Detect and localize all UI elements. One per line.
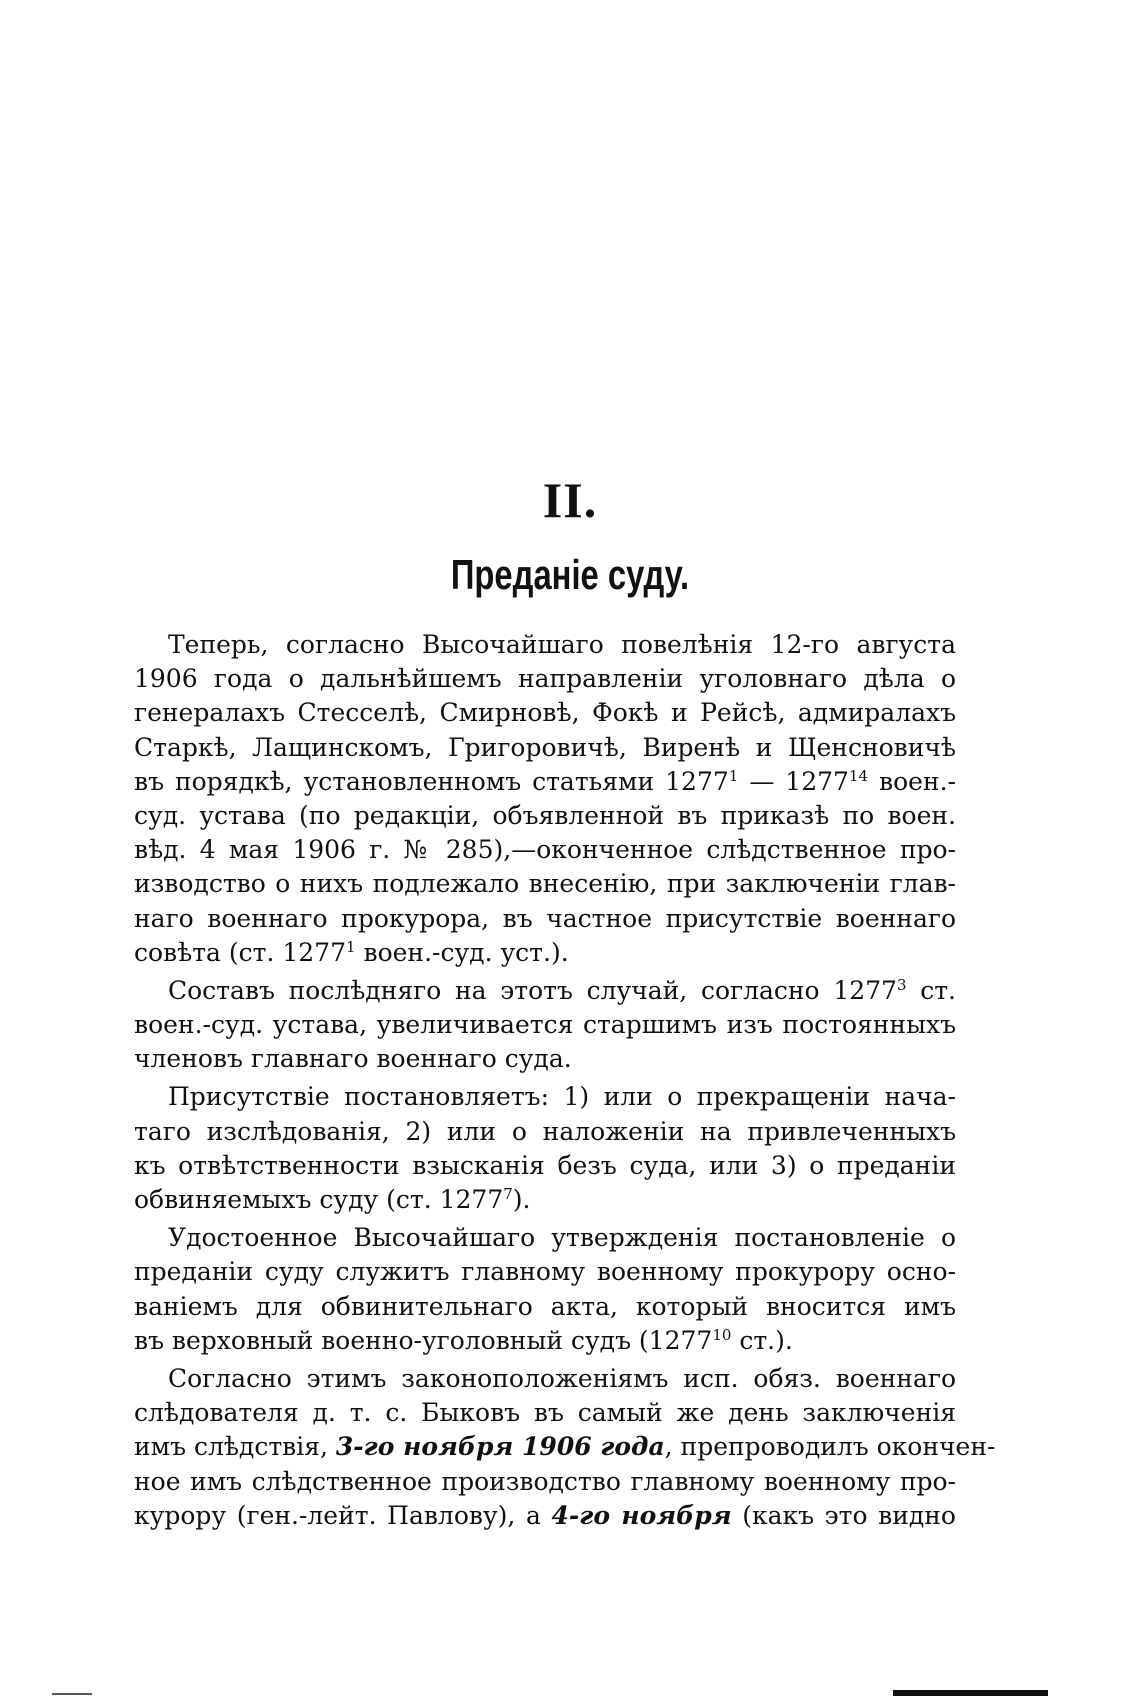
text-line: Теперь, согласно Высочайшаго повелѣнія 12-го августа (168, 630, 956, 659)
text-line: воен.-суд. устава, увеличивается старшимъ изъ постоянныхъ (134, 1010, 956, 1040)
text-line: вѣд. 4 мая 1906 г. № 285),—оконченное слѣдственное про- (134, 835, 956, 865)
text-line: къ отвѣтственности взысканія безъ суда, или 3) о преданіи (134, 1150, 956, 1180)
text-line: изводство о нихъ подлежало внесенію, при заключеніи глав- (134, 869, 956, 899)
text-line: 1906 года о дальнѣйшемъ направленіи уголовнаго дѣла о (134, 664, 956, 694)
scan-mark-right (893, 1690, 1048, 1696)
text-line: слѣдователя д. т. с. Быковъ въ самый же день заключенія (134, 1398, 956, 1428)
text-line: Присутствіе постановляетъ: 1) или о прекращеніи нача- (168, 1082, 956, 1112)
text-line: Составъ послѣдняго на этотъ случай, согласно 1277$^3$ ст. (168, 975, 956, 1005)
text-line: таго изслѣдованія, 2) или о наложеніи на привлеченныхъ (134, 1116, 956, 1146)
text-line: членовъ главнаго военнаго суда. (134, 1044, 572, 1074)
chapter-number: II. (542, 472, 598, 528)
scan-mark-left (52, 1693, 92, 1695)
chapter-title: Преданіе суду. (450, 551, 690, 598)
text-line: Старкѣ, Лащинскомъ, Григоровичѣ, Виренѣ и Щенсновичѣ (134, 732, 956, 762)
text-line: имъ слѣдствія, 3-го ноября 1906 года, препроводилъ окончен- (134, 1432, 996, 1462)
body-text (134, 628, 996, 1533)
text-line: курору (ген.-лейт. Павлову), а 4-го ноября (какъ это видно (134, 1500, 956, 1530)
text-line: Удостоенное Высочайшаго утвержденія постановленіе о (168, 1223, 956, 1253)
text-line: въ верховный военно-уголовный судъ (1277$^{10}$ ст.). (134, 1325, 793, 1355)
text-line: суд. устава (по редакціи, объявленной въ приказѣ по воен. (134, 800, 956, 830)
text-line: ваніемъ для обвинительнаго акта, который вносится имъ (134, 1291, 956, 1321)
text-line: генералахъ Стесселѣ, Смирновѣ, Фокѣ и Рейсѣ, адмиралахъ (134, 698, 956, 728)
text-line: совѣта (ст. 1277$^1$ воен.-суд. уст.). (134, 937, 569, 967)
text-line: преданіи суду служитъ главному военному прокурору осно- (134, 1257, 956, 1287)
text-line: обвиняемыхъ суду (ст. 1277$^7$). (134, 1185, 531, 1214)
text-line: въ порядкѣ, установленномъ статьями 1277$^1$ — 1277$^{14}$ воен.- (134, 766, 956, 796)
text-line: Согласно этимъ законоположеніямъ исп. обяз. военнаго (168, 1363, 956, 1393)
text-line: ное имъ слѣдственное производство главному военному про- (134, 1466, 956, 1496)
text-line: наго военнаго прокурора, въ частное присутствіе военнаго (134, 903, 956, 933)
